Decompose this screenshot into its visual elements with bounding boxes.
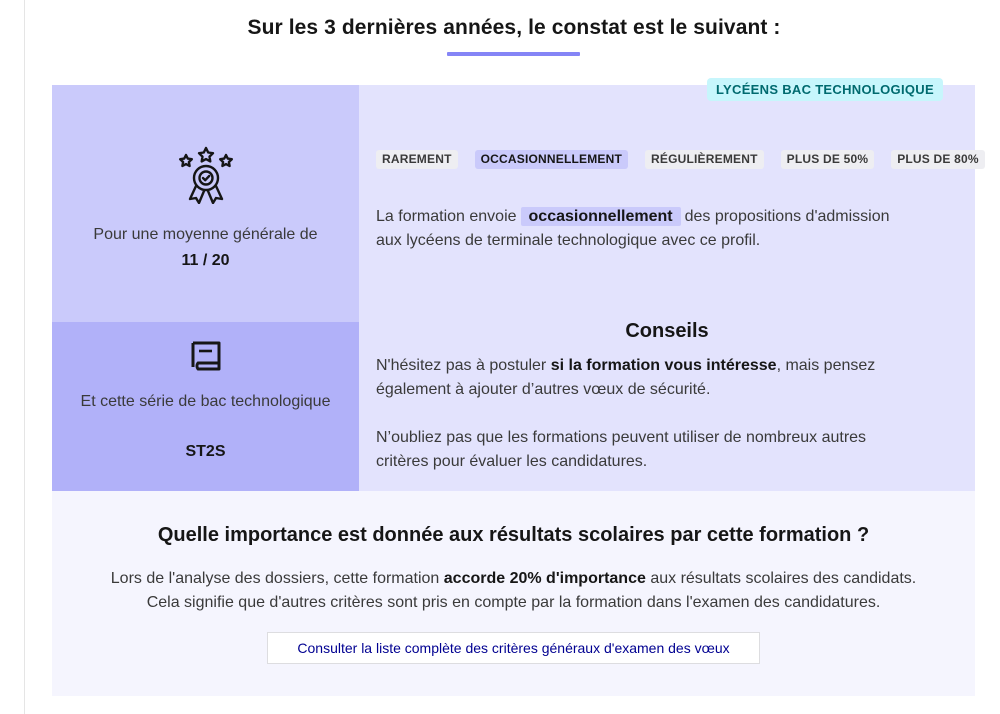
serie-value: ST2S <box>185 443 226 460</box>
frequency-tags <box>376 150 985 169</box>
importance-line1-after: aux résultats scolaires des candidats. <box>645 570 917 587</box>
formation-statement <box>376 205 890 253</box>
conseils-p1-bold: si la formation vous intéresse <box>550 357 777 374</box>
tag-regulierement: RÉGULIÈREMENT <box>645 150 764 169</box>
book-icon <box>190 339 222 373</box>
formation-text-before: La formation envoie <box>376 208 517 225</box>
moyenne-label: Pour une moyenne générale de <box>93 226 318 243</box>
tag-rarement: RAREMENT <box>376 150 458 169</box>
importance-title: Quelle importance est donnée aux résultats scolaires par cette formation ? <box>157 524 870 546</box>
conseils-p2-line2: critères pour évaluer les candidatures. <box>376 453 648 470</box>
conseils-p1-line2: également à ajouter d’autres vœux de sécurité. <box>376 381 711 398</box>
importance-line1-before: Lors de l'analyse des dossiers, cette formation <box>110 570 444 587</box>
moyenne-value: 11 / 20 <box>181 252 230 269</box>
heading-underline <box>447 52 580 56</box>
formation-frequency-highlight: occasionnellement <box>521 207 681 226</box>
formation-text-line2: aux lycéens de terminale technologique avec ce profil. <box>376 232 761 249</box>
conseils-paragraph-2 <box>376 426 866 474</box>
tag-plus-de-80: PLUS DE 80% <box>891 150 985 169</box>
page-heading: Sur les 3 dernières années, le constat est le suivant : <box>247 16 781 39</box>
conseils-p1-after: , mais pensez <box>776 357 876 374</box>
importance-line-1 <box>52 570 975 588</box>
conseils-paragraph-1 <box>376 354 875 402</box>
lyceens-badge: LYCÉENS BAC TECHNOLOGIQUE <box>707 78 943 101</box>
criteria-list-button[interactable]: Consulter la liste complète des critères généraux d'examen des vœux <box>267 632 760 664</box>
serie-label: Et cette série de bac technologique <box>80 393 331 410</box>
tag-plus-de-50: PLUS DE 50% <box>781 150 875 169</box>
formation-text-after: des propositions d'admission <box>684 208 890 225</box>
conseils-p2-line1: N’oubliez pas que les formations peuvent utiliser de nombreux autres <box>376 429 867 446</box>
left-border-rule <box>24 0 25 714</box>
conseils-title: Conseils <box>625 320 709 342</box>
conseils-p1-text: N'hésitez pas à postuler <box>376 357 551 374</box>
importance-line-2: Cela signifie que d'autres critères sont pris en compte par la formation dans l'examen des candidatures. <box>146 594 881 611</box>
award-medal-icon <box>176 146 236 204</box>
importance-line1-bold: accorde 20% d'importance <box>443 570 646 587</box>
tag-occasionnellement: OCCASIONNELLEMENT <box>475 150 628 169</box>
